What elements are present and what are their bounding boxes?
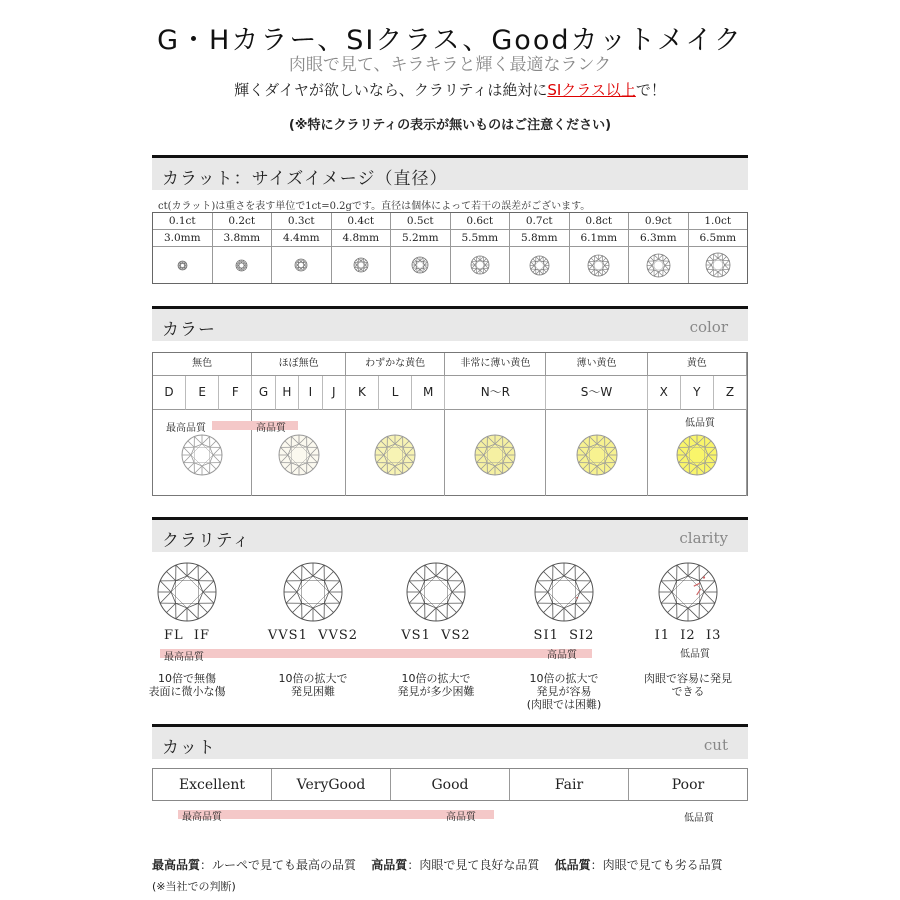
legend-best-label: 最高品質 bbox=[152, 858, 201, 872]
color-group: ほぼ無色 bbox=[252, 353, 346, 376]
clarity-grade-item bbox=[499, 562, 629, 643]
carat-diameter: 6.3mm bbox=[629, 230, 688, 247]
cut-grade: Fair bbox=[510, 769, 629, 800]
clarity-grade-label: I1 I2 I3 bbox=[654, 628, 722, 643]
carat-size-table bbox=[152, 212, 748, 284]
clarity-diamond-icon bbox=[283, 562, 343, 622]
clarity-description-line: 10倍で無傷 bbox=[158, 672, 216, 685]
color-grade: K bbox=[346, 376, 379, 410]
clarity-description-line: 発見が多少困難 bbox=[397, 685, 475, 698]
clarity-grade-item bbox=[371, 562, 501, 643]
carat-diamond-icon bbox=[272, 247, 331, 283]
color-label-low: 低品質 bbox=[685, 418, 715, 429]
clarity-description-line: 10倍の拡大で bbox=[401, 672, 471, 685]
carat-weight: 0.7ct bbox=[510, 213, 569, 230]
carat-diamond-icon bbox=[451, 247, 510, 283]
carat-column bbox=[153, 213, 213, 283]
cut-grade-table bbox=[152, 768, 748, 801]
clarity-label-low: 低品質 bbox=[680, 649, 710, 660]
clarity-label-high: 高品質 bbox=[547, 650, 577, 661]
color-group: 薄い黄色 bbox=[546, 353, 647, 376]
color-grade: H bbox=[276, 376, 299, 410]
legend-high-text: ：肉眼で見て良好な品質 bbox=[407, 858, 540, 872]
page-title: G・Hカラー、SIクラス、Goodカットメイク bbox=[157, 25, 743, 56]
carat-diameter: 3.0mm bbox=[153, 230, 212, 247]
color-grade: J bbox=[323, 376, 346, 410]
clarity-advice-highlight: SIクラス以上 bbox=[547, 81, 636, 99]
color-section-title: カラー bbox=[162, 320, 216, 340]
carat-weight: 1.0ct bbox=[689, 213, 748, 230]
color-grade: D bbox=[153, 376, 186, 410]
carat-diamond-icon bbox=[391, 247, 450, 283]
carat-diamond-icon bbox=[213, 247, 272, 283]
color-section-header bbox=[152, 306, 748, 341]
quality-legend bbox=[152, 856, 723, 873]
clarity-diamond-icon bbox=[406, 562, 466, 622]
color-grade: L bbox=[379, 376, 412, 410]
carat-weight: 0.4ct bbox=[332, 213, 391, 230]
clarity-description-line: できる bbox=[671, 685, 705, 698]
carat-column bbox=[332, 213, 392, 283]
clarity-grade-label: FL IF bbox=[163, 628, 211, 643]
clarity-description bbox=[366, 672, 506, 698]
color-group: 無色 bbox=[153, 353, 252, 376]
cut-grade: Good bbox=[391, 769, 510, 800]
carat-weight: 0.1ct bbox=[153, 213, 212, 230]
color-grade: M bbox=[412, 376, 445, 410]
carat-diameter: 6.1mm bbox=[570, 230, 629, 247]
carat-column bbox=[451, 213, 511, 283]
color-grade: S～W bbox=[546, 376, 647, 410]
clarity-description-line: 10倍の拡大で bbox=[529, 672, 599, 685]
clarity-section-title: クラリティ bbox=[162, 531, 251, 551]
carat-column bbox=[570, 213, 630, 283]
clarity-diamond-icon bbox=[658, 562, 718, 622]
carat-diameter: 4.8mm bbox=[332, 230, 391, 247]
carat-diameter: 5.8mm bbox=[510, 230, 569, 247]
carat-column bbox=[213, 213, 273, 283]
color-diamond-icon bbox=[346, 410, 445, 496]
color-label-high: 高品質 bbox=[256, 423, 286, 434]
carat-column bbox=[272, 213, 332, 283]
legend-note: (※当社での判断) bbox=[152, 880, 236, 893]
clarity-advice-post: で！ bbox=[635, 81, 666, 99]
carat-section-title: カラット：サイズイメージ（直径） bbox=[162, 169, 448, 189]
carat-diamond-icon bbox=[510, 247, 569, 283]
clarity-description-line: 発見困難 bbox=[291, 685, 335, 698]
clarity-grade-label: VVS1 VVS2 bbox=[267, 628, 359, 643]
carat-diameter: 5.2mm bbox=[391, 230, 450, 247]
carat-weight: 0.9ct bbox=[629, 213, 688, 230]
clarity-grade-item bbox=[623, 562, 753, 643]
carat-diameter: 5.5mm bbox=[451, 230, 510, 247]
clarity-grade-label: SI1 SI2 bbox=[533, 628, 595, 643]
carat-weight: 0.3ct bbox=[272, 213, 331, 230]
carat-diamond-icon bbox=[153, 247, 212, 283]
color-section-title-en: color bbox=[689, 318, 728, 336]
cut-section-header bbox=[152, 724, 748, 759]
cut-label-low: 低品質 bbox=[684, 813, 714, 824]
clarity-note: (※特にクラリティの表示が無いものはご注意ください) bbox=[288, 118, 612, 133]
cut-section-title: カット bbox=[162, 738, 216, 758]
color-diamond-icon bbox=[546, 410, 647, 496]
clarity-description-line: (肉眼では困難) bbox=[526, 698, 602, 711]
carat-column bbox=[510, 213, 570, 283]
carat-weight: 0.5ct bbox=[391, 213, 450, 230]
carat-weight: 0.8ct bbox=[570, 213, 629, 230]
color-group: 黄色 bbox=[648, 353, 747, 376]
clarity-grade-item bbox=[248, 562, 378, 643]
color-grade: E bbox=[186, 376, 219, 410]
carat-column bbox=[689, 213, 748, 283]
clarity-description bbox=[117, 672, 257, 698]
color-group: わずかな黄色 bbox=[346, 353, 445, 376]
legend-best-text: ：ルーペで見ても最高の品質 bbox=[200, 858, 357, 872]
cut-grade: Excellent bbox=[153, 769, 272, 800]
clarity-quality-arrow bbox=[160, 649, 592, 658]
carat-diameter: 3.8mm bbox=[213, 230, 272, 247]
clarity-grade-label: VS1 VS2 bbox=[401, 628, 471, 643]
clarity-description-line: 発見が容易 bbox=[536, 685, 592, 698]
carat-weight: 0.2ct bbox=[213, 213, 272, 230]
cut-grade: Poor bbox=[671, 777, 705, 793]
clarity-description-line: 表面に微小な傷 bbox=[148, 685, 226, 698]
carat-diameter: 4.4mm bbox=[272, 230, 331, 247]
color-grade: G bbox=[252, 376, 275, 410]
clarity-section-title-en: clarity bbox=[679, 529, 728, 547]
legend-low-label: 低品質 bbox=[554, 858, 591, 872]
clarity-diamond-icon bbox=[534, 562, 594, 622]
carat-weight: 0.6ct bbox=[451, 213, 510, 230]
color-diamond-icon bbox=[445, 410, 546, 496]
color-grade: Y bbox=[681, 376, 714, 410]
clarity-description bbox=[243, 672, 383, 698]
clarity-description-line: 肉眼で容易に発見 bbox=[644, 672, 732, 685]
carat-diamond-icon bbox=[332, 247, 391, 283]
carat-note: ct(カラット)は重さを表す単位で1ct=0.2gです。直径は個体によって若干の誤差がございます。 bbox=[158, 201, 591, 212]
clarity-grade-item bbox=[122, 562, 252, 643]
carat-diamond-icon bbox=[689, 247, 748, 283]
clarity-diamond-icon bbox=[157, 562, 217, 622]
cut-section-title-en: cut bbox=[703, 736, 728, 754]
color-grade: N～R bbox=[445, 376, 546, 410]
color-grade: Z bbox=[714, 376, 747, 410]
color-label-best: 最高品質 bbox=[166, 423, 206, 434]
legend-high-label: 高品質 bbox=[371, 858, 408, 872]
clarity-advice-pre: 輝くダイヤが欲しいなら、クラリティは絶対に bbox=[234, 81, 548, 99]
carat-diamond-icon bbox=[570, 247, 629, 283]
clarity-description bbox=[618, 672, 758, 698]
color-group: 非常に薄い黄色 bbox=[445, 353, 546, 376]
cut-grade: VeryGood bbox=[272, 769, 391, 800]
color-grade: I bbox=[299, 376, 322, 410]
clarity-description-line: 10倍の拡大で bbox=[278, 672, 348, 685]
cut-label-high: 高品質 bbox=[446, 812, 476, 823]
carat-section-header bbox=[152, 155, 748, 190]
clarity-label-best: 最高品質 bbox=[164, 652, 204, 663]
carat-diameter: 6.5mm bbox=[689, 230, 748, 247]
legend-low-text: ：肉眼で見ても劣る品質 bbox=[590, 858, 723, 872]
clarity-description bbox=[494, 672, 634, 711]
carat-column bbox=[391, 213, 451, 283]
color-grade: X bbox=[648, 376, 681, 410]
clarity-section-header bbox=[152, 517, 748, 552]
cut-label-best: 最高品質 bbox=[182, 812, 222, 823]
carat-diamond-icon bbox=[629, 247, 688, 283]
carat-column bbox=[629, 213, 689, 283]
clarity-advice bbox=[0, 79, 900, 100]
page-subtitle: 肉眼で見て、キラキラと輝く最適なランク bbox=[288, 55, 612, 75]
color-grade: F bbox=[219, 376, 252, 410]
